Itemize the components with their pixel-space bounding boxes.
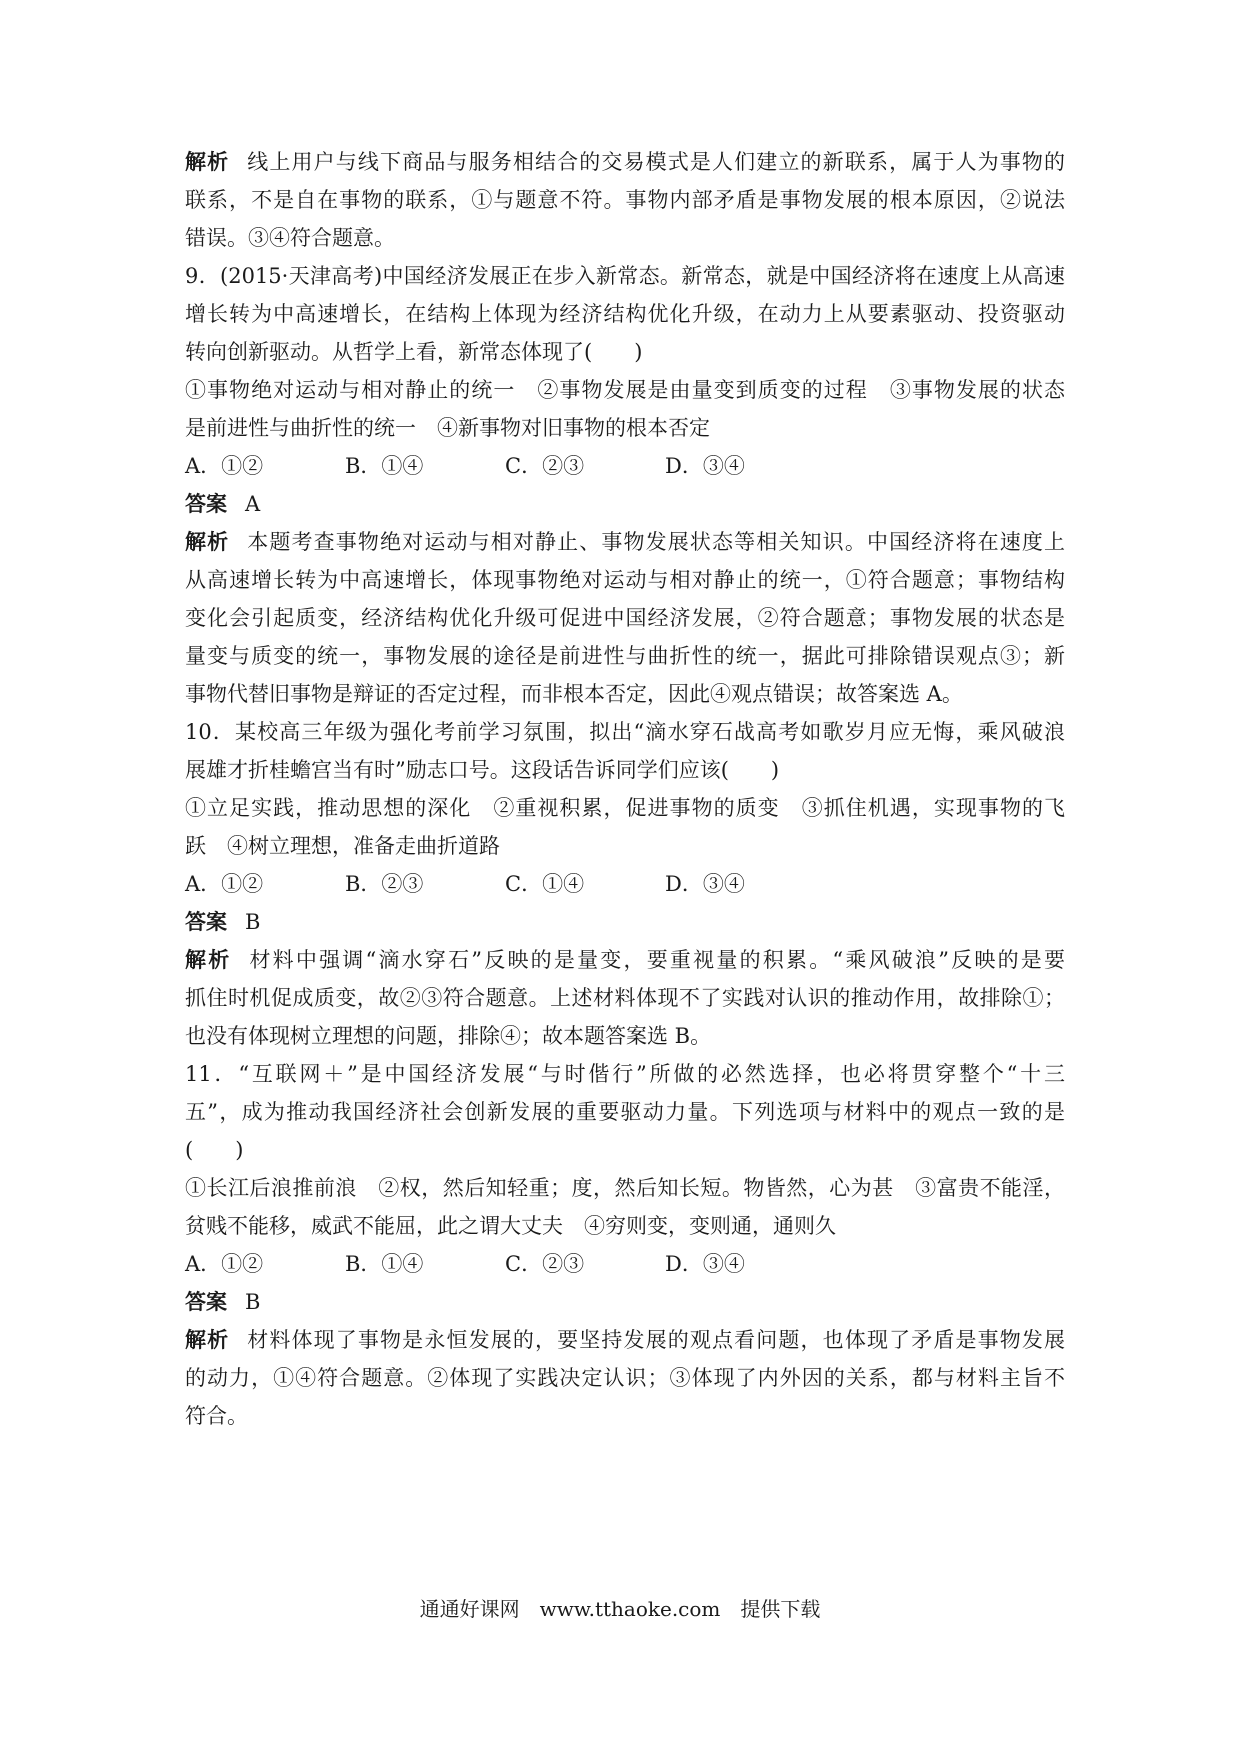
q11-option-a: A．①②: [185, 1252, 264, 1276]
q9-analysis-line-5: 事物代替旧事物是辩证的否定过程，而非根本否定，因此④观点错误；故答案选 A。: [185, 682, 963, 706]
q10-stem-line-1: 10．某校高三年级为强化考前学习氛围，拟出“滴水穿石战高考如歌岁月应无悔，乘风破浪: [185, 720, 1065, 744]
q9-stem-line-3: 转向创新驱动。从哲学上看，新常态体现了( ): [185, 340, 643, 364]
analysis-label: 解析: [185, 948, 232, 972]
q10-analysis-line-3: 也没有体现树立理想的问题，排除④；故本题答案选 B。: [185, 1024, 712, 1048]
q9-item-line-1: ①事物绝对运动与相对静止的统一 ②事物发展是由量变到质变的过程 ③事物发展的状态: [185, 378, 1065, 402]
q9-item-line-2: 是前进性与曲折性的统一 ④新事物对旧事物的根本否定: [185, 416, 710, 440]
q11-option-c: C．②③: [505, 1252, 585, 1276]
q9-option-b: B．①④: [345, 454, 424, 478]
q11-option-d: D．③④: [665, 1252, 745, 1276]
q11-option-b: B．①④: [345, 1252, 424, 1276]
q11-analysis-line-2: 的动力，①④符合题意。②体现了实践决定认识；③体现了内外因的关系，都与材料主旨不: [185, 1366, 1065, 1390]
q10-option-d: D．③④: [665, 872, 745, 896]
q11-stem-line-1: 11．“互联网＋”是中国经济发展“与时偕行”所做的必然选择，也必将贯穿整个“十三: [185, 1062, 1065, 1086]
footer-text: 通通好课网 www.tthaoke.com 提供下载: [419, 1597, 821, 1621]
q11-item-line-2: 贫贱不能移，威武不能屈，此之谓大丈夫 ④穷则变，变则通，通则久: [185, 1214, 836, 1238]
q11-answer: [185, 1288, 260, 1316]
answer-label: 答案: [185, 492, 227, 516]
q9-answer-value: A: [245, 492, 261, 516]
q9-stem-line-2: 增长转为中高速增长，在结构上体现为经济结构优化升级，在动力上从要素驱动、投资驱动: [185, 302, 1065, 326]
q9-option-a: A．①②: [185, 454, 264, 478]
analysis-label: 解析: [185, 150, 230, 174]
prev-analysis-line-3: 错误。③④符合题意。: [185, 226, 395, 250]
q9-option-d: D．③④: [665, 454, 745, 478]
q11-answer-value: B: [245, 1290, 261, 1314]
answer-label: 答案: [185, 910, 227, 934]
q11-stem-line-2: 五”，成为推动我国经济社会创新发展的重要驱动力量。下列选项与材料中的观点一致的是: [185, 1100, 1065, 1124]
q9-answer: [185, 490, 260, 518]
q11-analysis-line-1: 解析 材料体现了事物是永恒发展的，要坚持发展的观点看问题，也体现了矛盾是事物发展: [185, 1328, 1065, 1352]
q10-option-c: C．①④: [505, 872, 585, 896]
q10-item-line-1: ①立足实践，推动思想的深化 ②重视积累，促进事物的质变 ③抓住机遇，实现事物的飞: [185, 796, 1065, 820]
analysis-label: 解析: [185, 530, 230, 554]
q9-option-c: C．②③: [505, 454, 585, 478]
analysis-label: 解析: [185, 1328, 230, 1352]
q10-stem-line-2: 展雄才折桂蟾宫当有时”励志口号。这段话告诉同学们应该( ): [185, 758, 780, 782]
q10-answer: [185, 908, 260, 936]
q10-analysis-line-2: 抓住时机促成质变，故②③符合题意。上述材料体现不了实践对认识的推动作用，故排除①；: [185, 986, 1065, 1010]
q10-options: [185, 870, 825, 898]
prev-analysis-line-1: 解析 线上用户与线下商品与服务相结合的交易模式是人们建立的新联系，属于人为事物的: [185, 150, 1065, 174]
q9-options: [185, 452, 825, 480]
q9-analysis-line-4: 量变与质变的统一，事物发展的途径是前进性与曲折性的统一，据此可排除错误观点③；新: [185, 644, 1065, 668]
q11-stem-line-3: ( ): [185, 1138, 244, 1162]
prev-analysis-line-2: 联系，不是自在事物的联系，①与题意不符。事物内部矛盾是事物发展的根本原因，②说法: [185, 188, 1065, 212]
q10-analysis-line-1: 解析 材料中强调“滴水穿石”反映的是量变，要重视量的积累。“乘风破浪”反映的是要: [185, 948, 1066, 972]
q11-item-line-1: ①长江后浪推前浪 ②权，然后知轻重；度，然后知长短。物皆然，心为甚 ③富贵不能淫，: [185, 1176, 1065, 1200]
answer-label: 答案: [185, 1290, 227, 1314]
q10-option-b: B．②③: [345, 872, 424, 896]
q9-stem-line-1: 9．(2015·天津高考)中国经济发展正在步入新常态。新常态，就是中国经济将在速度上从高速: [185, 264, 1065, 288]
q10-answer-value: B: [245, 910, 261, 934]
q9-analysis-line-1: 解析 本题考查事物绝对运动与相对静止、事物发展状态等相关知识。中国经济将在速度上: [185, 530, 1065, 554]
q11-analysis-line-3: 符合。: [185, 1404, 248, 1428]
q11-options: [185, 1250, 825, 1278]
q9-analysis-line-3: 变化会引起质变，经济结构优化升级可促进中国经济发展，②符合题意；事物发展的状态是: [185, 606, 1065, 630]
q10-option-a: A．①②: [185, 872, 264, 896]
q9-analysis-line-2: 从高速增长转为中高速增长，体现事物绝对运动与相对静止的统一，①符合题意；事物结构: [185, 568, 1065, 592]
q10-item-line-2: 跃 ④树立理想，准备走曲折道路: [185, 834, 500, 858]
